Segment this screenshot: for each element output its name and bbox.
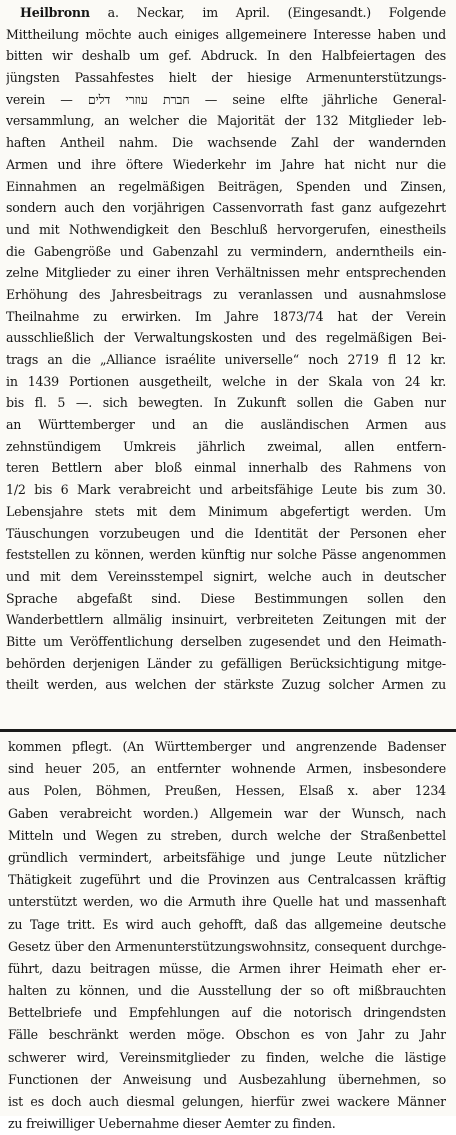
text-line: versammlung, an welcher die Majorität der 132 Mitglieder leb- [6,113,446,129]
text-line: führt, dazu beitragen müsse, die Armen ihrer Heimath eher er- [8,960,446,976]
text-line: Wanderbettlern allmälig insinuirt, verbreiteten Zeitungen mit der [6,612,446,628]
text-line: ausschließlich der Verwaltungskosten und des regelmäßigen Bei- [6,330,446,346]
text-line: trags an die „Alliance israélite universelle“ noch 2719 fl 12 kr. [6,352,446,367]
text-line: sind heuer 205, an entfernter wohnende Armen, insbesondere [8,761,446,777]
text-line: Lebensjahre stets mit dem Minimum abgefertigt werden. Um [6,503,446,519]
text-line: gründlich vermindert, arbeitsfähige und junge Leute nützlicher [8,849,446,865]
text-line: zelne Mitglieder zu einer ihren Verhältnissen mehr entsprechenden [6,265,446,281]
text-line: theilt werden, aus welchen der stärkste Zuzug solcher Armen zu [6,677,446,693]
text-line: sondern auch den vorjährigen Cassenvorrath fast ganz aufgezehrt [6,200,446,216]
text-line: die Gabengröße und Gabenzahl zu vermindern, anderntheils ein- [6,243,446,259]
text-line: Functionen der Anweisung und Ausbezahlung übernehmen, so [8,1071,446,1087]
text-line: ist es doch auch diesmal gelungen, hierfür zwei wackere Männer [8,1094,446,1109]
dateline-rest: a. Neckar, im April. (Eingesandt.) Folgende [89,5,446,20]
place-name: Heilbronn [20,5,90,20]
text-line: zehnstündigem Umkreis jährlich zweimal, allen entfern- [6,438,446,454]
text-line: bitten wir deshalb um gef. Abdruck. In den Halbfeiertagen des [6,48,446,64]
text-line: halten zu können, und die Ausstellung der so oft mißbrauchten [8,983,446,999]
text-line: Theilnahme zu erwirken. Im Jahre 1873/74 hat der Verein [6,308,446,324]
text-line: und mit dem Vereinsstempel signirt, welche auch in deutscher [6,568,446,584]
text-line: teren Bettlern aber bloß einmal innerhalb des Rahmens von [6,460,446,476]
article-column-upper [6,2,446,696]
text-line: feststellen zu können, werden künftig nur solche Pässe angenommen [6,547,446,563]
text-line: haften Antheil nahm. Die wachsende Zahl der wandernden [6,135,446,151]
text-line: 1/2 bis 6 Mark verabreicht und arbeitsfähige Leute bis zum 30. [6,482,446,498]
text-line: Bettelbriefe und Empfehlungen auf die notorisch dringendsten [8,1005,446,1021]
text-line: Gaben verabreicht worden.) Allgemein war der Wunsch, nach [8,805,446,821]
text-line: und mit Nothwendigkeit den Beschluß hervorgerufen, einestheils [6,221,446,237]
article-column-lower [8,736,446,1135]
text-line: Mittheilung möchte auch einiges allgemeinere Interesse haben und [6,26,446,42]
text-line: Fälle beschränkt werden möge. Obschon es von Jahr zu Jahr [8,1027,446,1043]
text-line: Täuschungen vorzubeugen und die Identität der Personen eher [6,525,446,541]
text-line: zu Tage tritt. Es wird auch gehofft, daß das allgemeine deutsche [8,916,446,932]
text-line: Bitte um Veröffentlichung derselben zugesendet und den Heimath- [6,633,446,649]
text-line: Armen und ihre öftere Wiederkehr im Jahre hat nicht nur die [6,156,446,172]
text-line: Sprache abgefaßt sind. Diese Bestimmungen sollen den [6,590,446,606]
article-first-line [6,2,446,24]
text-line: verein — חברת עוזרי דלים — seine elfte jährliche General- [6,91,446,107]
text-line: jüngsten Passahfestes hielt der hiesige Armenunterstützungs- [6,70,446,86]
text-line: Mitteln und Wegen zu streben, durch welche der Straßenbettel [8,827,446,843]
text-line: kommen pflegt. (An Württemberger und angrenzende Badenser [8,739,446,754]
text-line: schwerer wird, Vereinsmitglieder zu finden, welche die lästige [8,1049,446,1065]
text-line: in 1439 Portionen ausgetheilt, welche in der Skala von 24 kr. [6,373,446,389]
text-line: Thätigkeit zugeführt und die Provinzen aus Centralcassen kräftig [8,872,446,888]
text-line: an Württemberger und an die ausländischen Armen aus [6,417,446,433]
text-line: behörden derjenigen Länder zu gefälligen Berücksichtigung mitge- [6,655,446,671]
column-divider [0,729,456,732]
article-lines-lower [8,736,446,1135]
text-line: zu freiwilliger Uebernahme dieser Aemter zu finden. [8,1116,336,1132]
article-lines-upper [6,24,446,696]
text-line: Einnahmen an regelmäßigen Beiträgen, Spenden und Zinsen, [6,178,446,194]
text-line: Erhöhung des Jahresbeitrags zu veranlassen und ausnahmslose [6,286,446,302]
text-line: Gesetz über den Armenunterstützungswohnsitz, consequent durchge- [8,938,446,954]
text-line: unterstützt werden, wo die Armuth ihre Quelle hat und massenhaft [8,894,446,910]
text-line: bis fl. 5 —. sich bewegten. In Zukunft sollen die Gaben nur [6,395,446,411]
text-line: aus Polen, Böhmen, Preußen, Hessen, Elsaß x. aber 1234 [8,783,446,799]
